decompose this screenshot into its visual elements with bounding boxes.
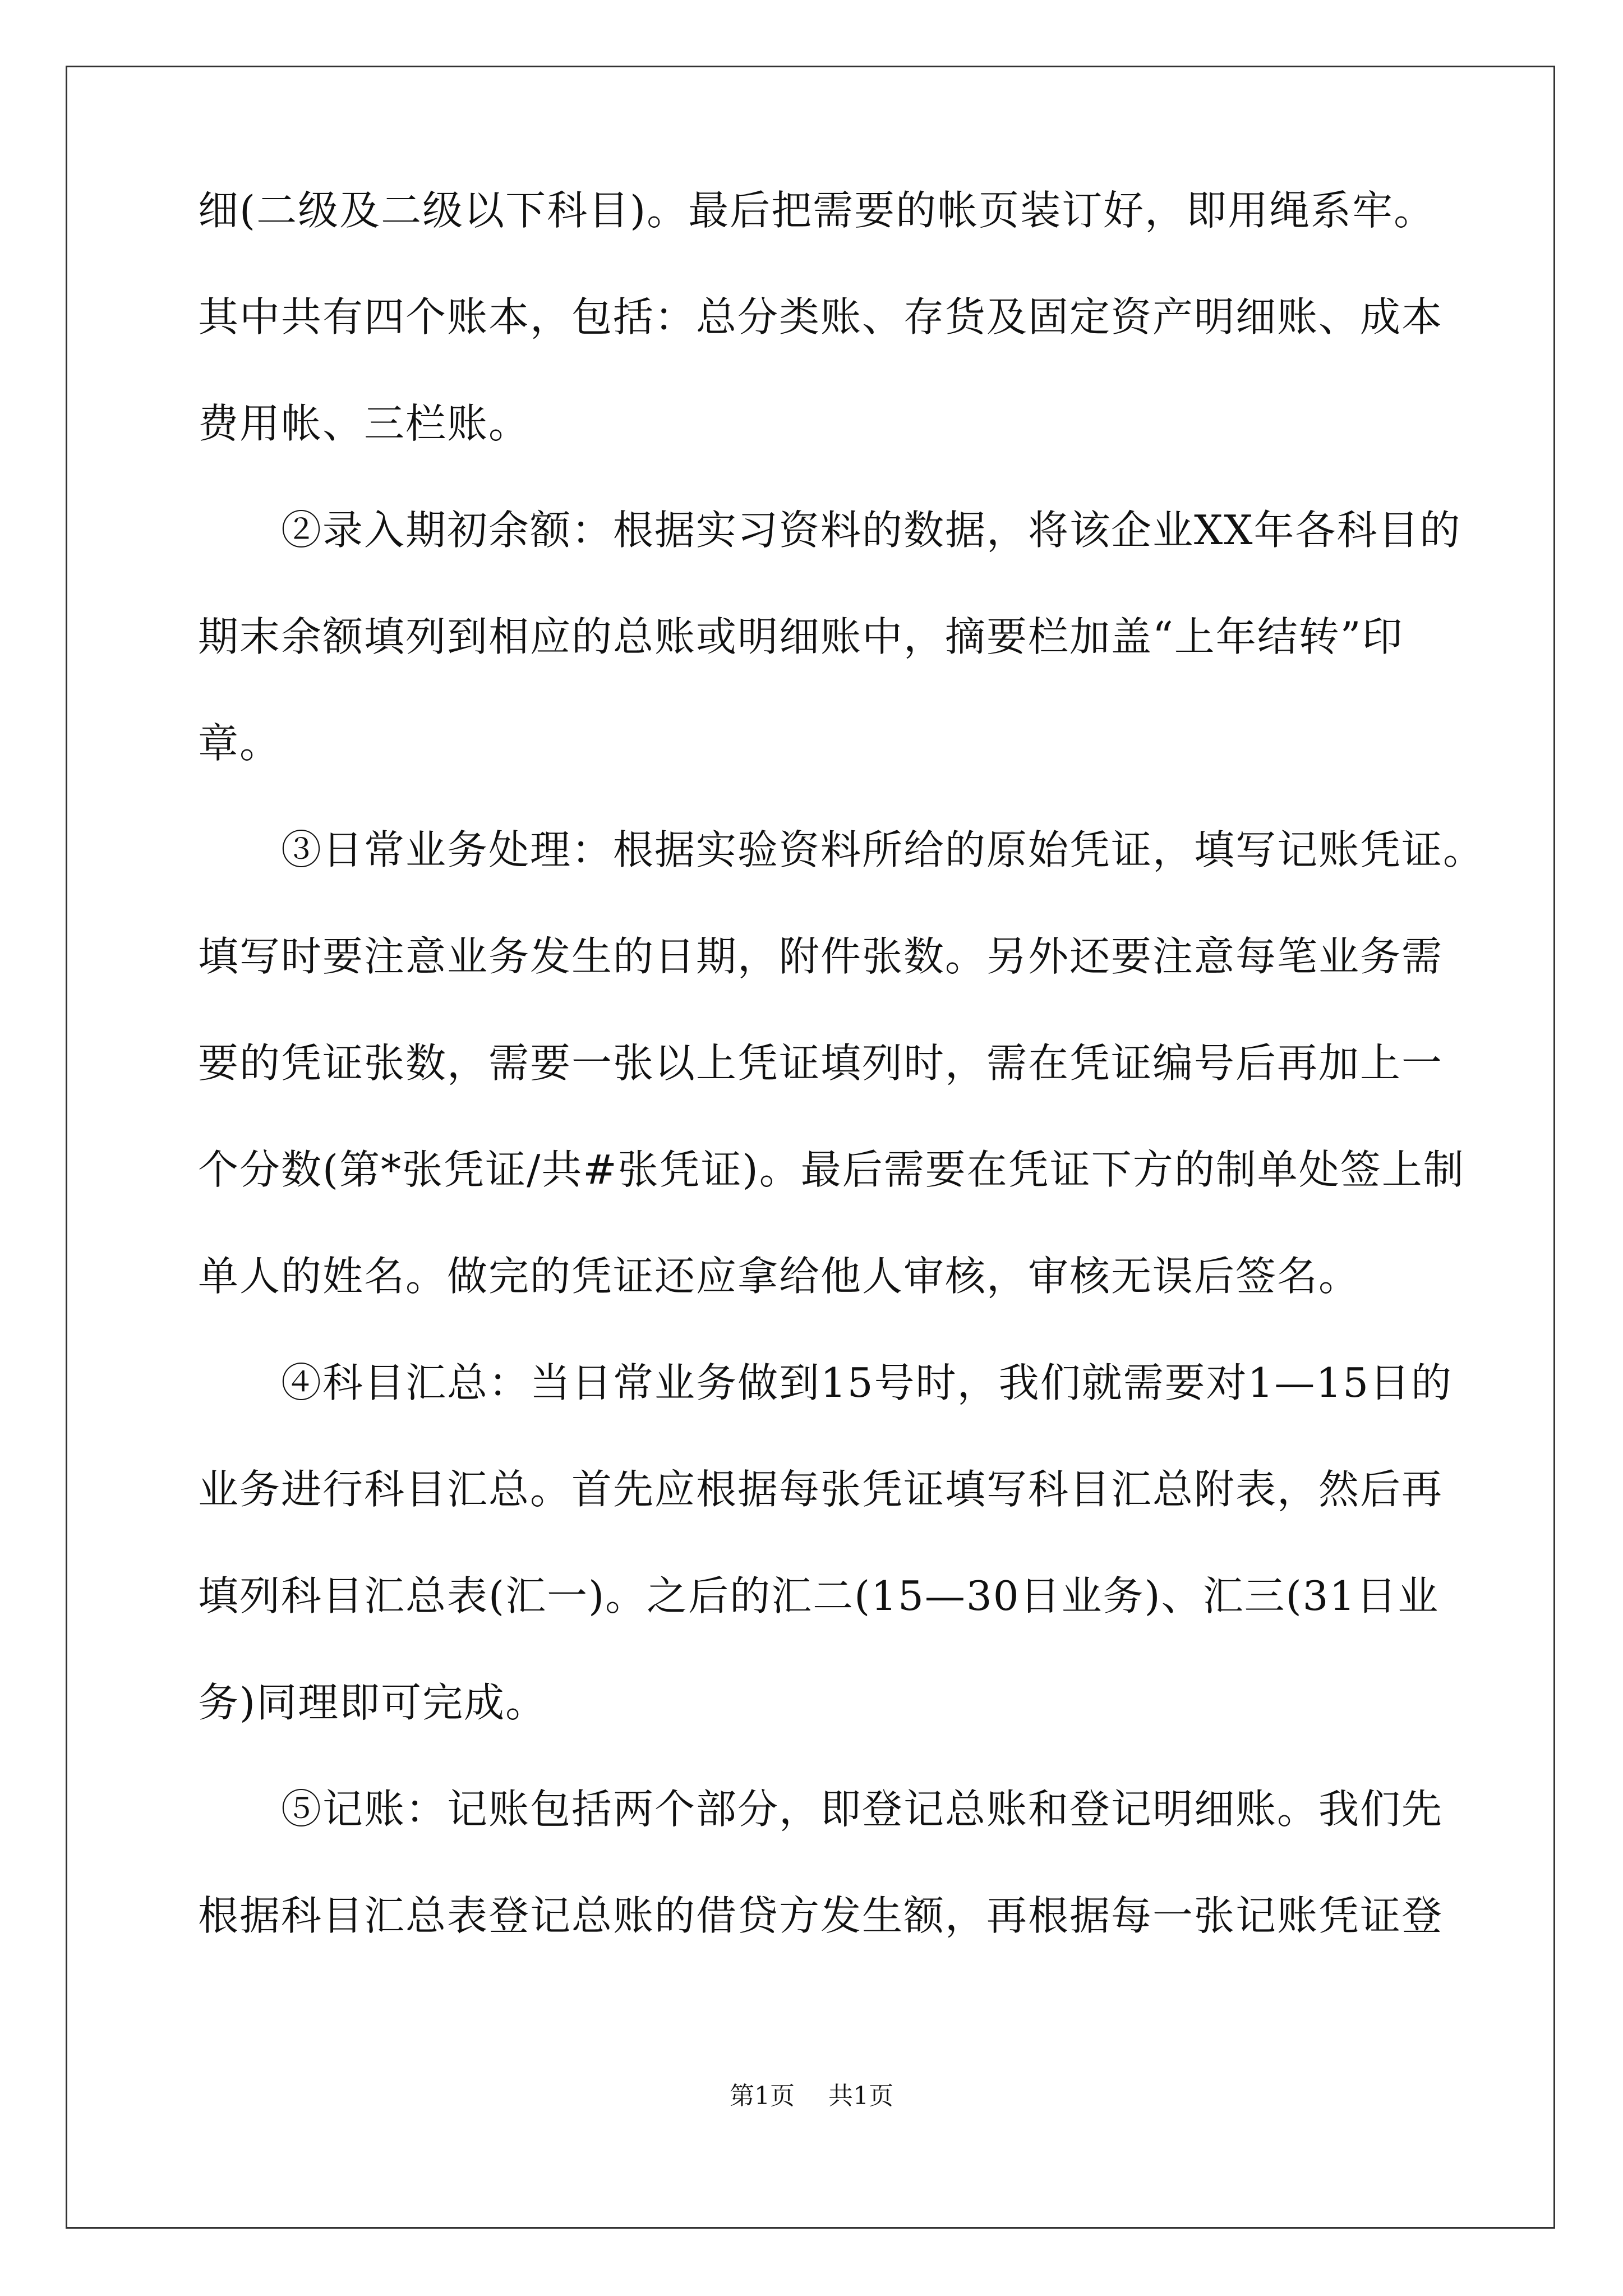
text-line: 费用帐、三栏账。 xyxy=(198,400,531,447)
text-line: 章。 xyxy=(198,720,282,767)
page-total: 共1页 xyxy=(828,2082,893,2110)
text-line: ③日常业务处理：根据实验资料所给的原始凭证，填写记账凭证。 xyxy=(198,826,1485,873)
text-line: ④科目汇总：当日常业务做到15号时，我们就需要对1—15日的 xyxy=(198,1359,1453,1406)
text-line: 个分数(第*张凭证/共#张凭证)。最后需要在凭证下方的制单处签上制 xyxy=(198,1146,1465,1193)
text-line: 细(二级及二级以下科目)。最后把需要的帐页装订好，即用绳系牢。 xyxy=(198,187,1436,234)
text-line: 填列科目汇总表(汇一)。之后的汇二(15—30日业务)、汇三(31日业 xyxy=(198,1572,1440,1619)
text-line: 期末余额填列到相应的总账或明细账中，摘要栏加盖“上年结转”印 xyxy=(198,613,1404,660)
text-line: 根据科目汇总表登记总账的借贷方发生额，再根据每一张记账凭证登 xyxy=(198,1892,1444,1939)
text-line: 要的凭证张数，需要一张以上凭证填列时，需在凭证编号后再加上一 xyxy=(198,1039,1444,1087)
page-number: 第1页 xyxy=(730,2082,795,2110)
text-line: ⑤记账：记账包括两个部分，即登记总账和登记明细账。我们先 xyxy=(198,1786,1444,1833)
text-line: 其中共有四个账本，包括：总分类账、存货及固定资产明细账、成本 xyxy=(198,293,1444,341)
page-footer xyxy=(0,2079,1623,2113)
text-line: ②录入期初余额：根据实习资料的数据，将该企业XX年各科目的 xyxy=(198,507,1461,554)
text-line: 填写时要注意业务发生的日期，附件张数。另外还要注意每笔业务需 xyxy=(198,933,1444,980)
text-line: 业务进行科目汇总。首先应根据每张凭证填写科目汇总附表，然后再 xyxy=(198,1466,1444,1513)
text-line: 务)同理即可完成。 xyxy=(198,1679,547,1726)
text-line: 单人的姓名。做完的凭证还应拿给他人审核，审核无误后签名。 xyxy=(198,1253,1361,1300)
